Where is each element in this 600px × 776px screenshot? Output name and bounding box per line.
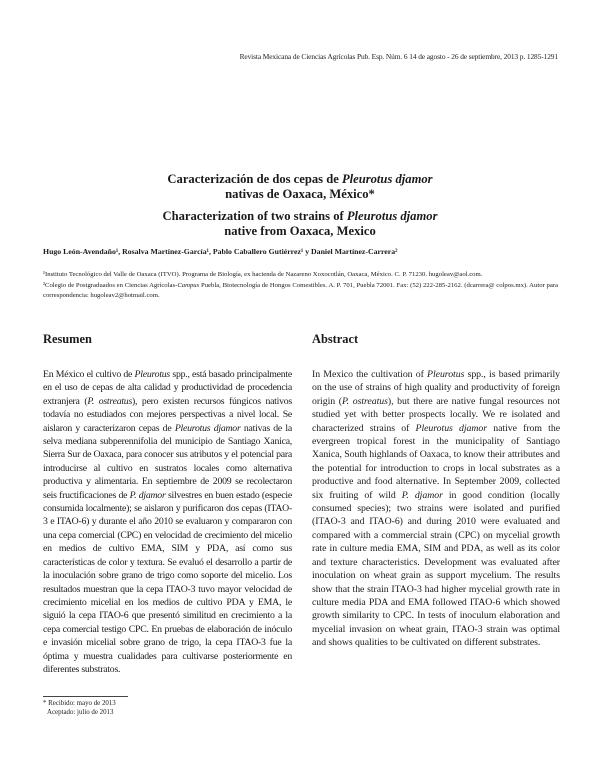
abstract-paragraph: In Mexico the cultivation of Pleurotus spp., is based primarily on the use of strains of high quality and productivity of foreign origin (P. ostreatus), but there are native fungal resources not studied yet with better prospects locally. We re isolated and characterized strains of Pleurotus djamor native from the evergreen tropical forest in the municipality of Santiago Xanica, South highlands of Oaxaca, to know their attributes and the potential for introduction to crops in local substrates as a productive and food alternative. In September 2009, collected six fruiting of wild P. djamor in good condition (locally consumed species); two strains were isolated and purified (ITAO-3 and ITAO-6) and during 2010 were evaluated and compared with a commercial strain (CPC) on mycelial growth rate in culture media EMA, SIM and PDA, as well as its color and texture characteristics. Development was evaluated after inoculation on wheat grain as support mycelium. The results show that the strain ITAO-3 had higher mycelial growth rate in culture media PDA and EMA followed ITAO-6 which showed growth similarity to CPC. In tests of inoculum elaboration and mycelial invasion on wheat grain, ITAO-3 strain was optimal and shows qualities to be cultivated on different substrates. bbox=[312, 369, 560, 649]
title-spanish-line2: nativas de Oaxaca, México* bbox=[225, 186, 375, 201]
journal-header: Revista Mexicana de Ciencias Agrícolas Pub. Esp. Núm. 6 14 de agosto - 26 de septiembre, 2013 p. 1285-1291 bbox=[239, 52, 558, 61]
affiliation-2: ²Colegio de Postgraduados en Ciencias Agrícolas-Campus Puebla, Biotecnología de Hongos Comestibles. A. P. 701, Puebla 72001. Fax: (52) 222-285-2162. (dcarrera@ colpos.mx). Autor para correspondencia: hugoleav2@hotmail.com. bbox=[43, 281, 559, 300]
resumen-paragraph: En México el cultivo de Pleurotus spp., está basado principalmente en el uso de cepas de alta calidad y productividad de procedencia extranjera (P. ostreatus), pero existen recursos fúngicos nativos todavía no estudiados con mejores perspectivas a nivel local. Se aislaron y caracterizaron cepas de Pleurotus djamor nativas de la selva mediana subperennifolia del municipio de Santiago Xanica, Sierra Sur de Oaxaca, para conocer sus atributos y el potencial para introducirse al cultivo en sustratos locales como alternativa productiva y alimentaria. En septiembre de 2009 se recolectaron seis fructificaciones de P. djamor silvestres en buen estado (especie consumida localmente); se aislaron y purificaron dos cepas (ITAO-3 e ITAO-6) y durante el año 2010 se evaluaron y compararon con una cepa comercial (CPC) en velocidad de crecimiento del micelio en medios de cultivo EMA, SIM y PDA, así como sus características de color y textura. Se evaluó el desarrollo a partir de la inoculación sobre grano de trigo como soporte del micelio. Los resultados muestran que la cepa ITAO-3 tuvo mayor velocidad de crecimiento micelial en los medios de cultivo PDA y EMA, le siguió la cepa ITAO-6 que presentó similitud en crecimiento a la cepa comercial testigo CPC. En pruebas de elaboración de inóculo e invasión micelial sobre grano de trigo, la cepa ITAO-3 fue la óptima y muestra cualidades para cultivarse posteriormente en diferentes substratos. bbox=[43, 369, 292, 675]
abstract-body bbox=[312, 368, 560, 650]
title-english-line2: native from Oaxaca, Mexico bbox=[224, 223, 376, 238]
author-list: Hugo León-Avendaño¹, Rosalva Martínez-García¹, Pablo Caballero Gutiérrez¹ y Daniel Martínez-Carrera² bbox=[43, 247, 398, 256]
footnotes bbox=[43, 699, 116, 718]
abstract-heading: Abstract bbox=[312, 332, 359, 346]
title-spanish-line1: Caracterización de dos cepas de Pleurotus djamor bbox=[167, 172, 433, 186]
resumen-body bbox=[43, 368, 292, 676]
footnote-received: * Recibido: mayo de 2013 bbox=[43, 700, 116, 707]
title-english-line1: Characterization of two strains of Pleurotus djamor bbox=[162, 209, 438, 223]
affiliation-1: ¹Instituto Tecnológico del Valle de Oaxaca (ITVO). Programa de Biología, ex hacienda de Nazareno Xoxocotlán, Oaxaca, México. C. P. 71230. hugoleav@aol.com. bbox=[43, 271, 483, 278]
footnote-divider bbox=[43, 696, 128, 697]
title-english bbox=[0, 209, 600, 238]
article-titles bbox=[0, 172, 600, 238]
title-spanish bbox=[0, 172, 600, 201]
affiliations bbox=[43, 270, 558, 302]
footnote-accepted: Aceptado: julio de 2013 bbox=[47, 709, 114, 717]
resumen-heading: Resumen bbox=[43, 332, 92, 346]
